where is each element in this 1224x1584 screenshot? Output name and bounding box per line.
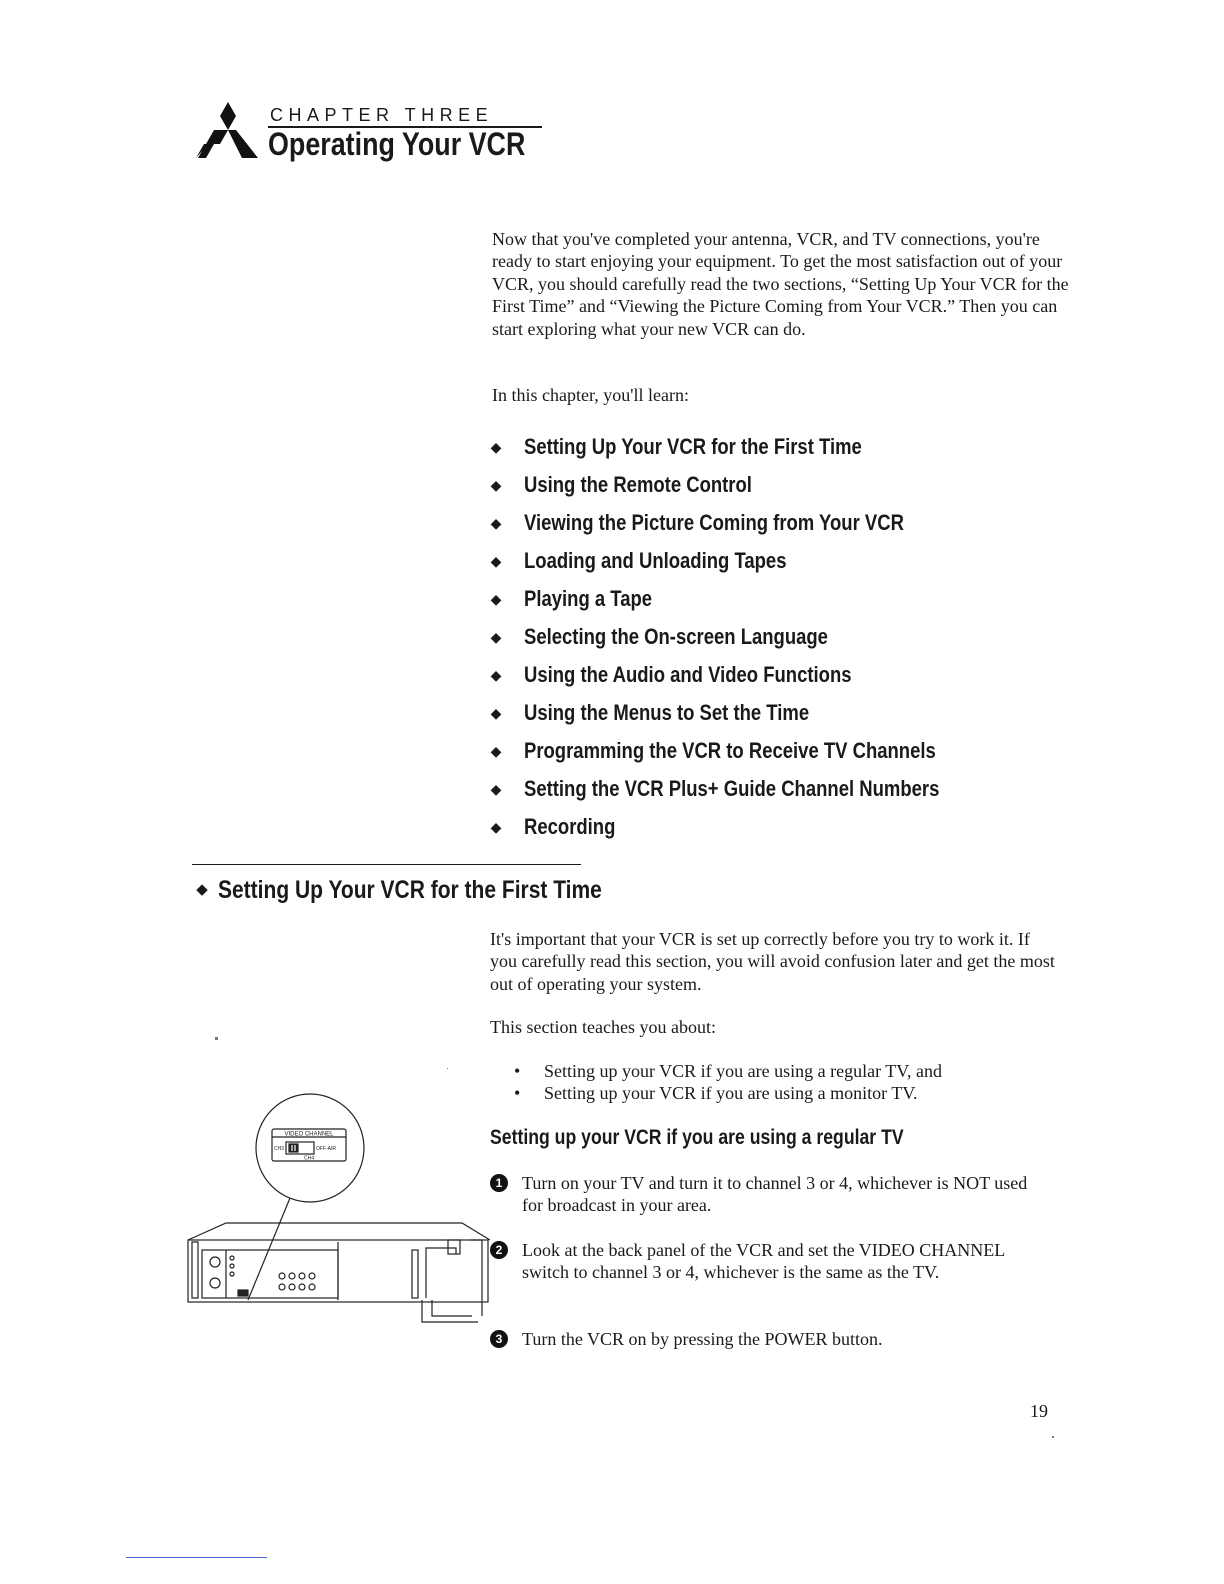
switch-title-label: VIDEO CHANNEL xyxy=(284,1131,334,1138)
diamond-bullet-icon: ◆ xyxy=(196,881,208,898)
section-lead: This section teaches you about: xyxy=(490,1017,716,1037)
bottom-rule xyxy=(126,1557,267,1558)
scan-speck xyxy=(1052,1436,1054,1438)
step-text: Look at the back panel of the VCR and set the VIDEO CHANNEL switch to channel 3 or 4, whichever is the same as the TV. xyxy=(522,1240,1005,1283)
diamond-bullet-icon: ◆ xyxy=(490,780,502,797)
scan-speck xyxy=(447,1068,448,1069)
diamond-bullet-icon: ◆ xyxy=(490,552,502,569)
diamond-bullet-icon: ◆ xyxy=(490,476,502,493)
intro-paragraph: Now that you've completed your antenna, VCR, and TV connections, you're ready to start enjoying your equipment. To get the most satisfaction out of your VCR, you should carefully read the two sections, “Setting Up Your VCR for the First Time” and “Viewing the Picture Coming from Your VCR.” Then you can start exploring what your new VCR can do. xyxy=(492,229,1069,339)
section-bullet-list xyxy=(510,1060,942,1105)
topic-item xyxy=(490,542,1018,580)
page-number: 19 xyxy=(1030,1401,1048,1421)
step-item xyxy=(490,1239,1050,1284)
chapter-title xyxy=(268,124,574,164)
topic-item xyxy=(490,580,1018,618)
list-item-text: Setting up your VCR if you are using a monitor TV. xyxy=(544,1083,918,1104)
diamond-bullet-icon: ◆ xyxy=(490,818,502,835)
step-number-badge: 3 xyxy=(490,1330,508,1348)
topic-label: Viewing the Picture Coming from Your VCR xyxy=(524,510,904,535)
topic-label: Programming the VCR to Receive TV Channels xyxy=(524,738,936,763)
topic-item xyxy=(490,504,1018,542)
topic-label: Setting Up Your VCR for the First Time xyxy=(524,434,862,459)
video-channel-switch-icon xyxy=(272,1129,346,1162)
diamond-bullet-icon: ◆ xyxy=(490,438,502,455)
diamond-bullet-icon: ◆ xyxy=(490,514,502,531)
topic-label: Using the Menus to Set the Time xyxy=(524,700,810,725)
topic-item xyxy=(490,770,1018,808)
switch-left-label: CH3 xyxy=(274,1146,285,1152)
topic-item xyxy=(490,732,1018,770)
mitsubishi-logo-icon xyxy=(196,102,260,158)
topic-item xyxy=(490,808,1018,846)
switch-right-label: OFF-AIR xyxy=(316,1146,336,1152)
topic-label: Playing a Tape xyxy=(524,586,653,611)
vcr-back-panel-illustration xyxy=(186,1090,502,1338)
section-heading-text: Setting Up Your VCR for the First Time xyxy=(218,876,602,904)
scan-speck xyxy=(215,1037,218,1040)
topic-label: Recording xyxy=(524,814,616,839)
chapter-title-text: Operating Your VCR xyxy=(268,126,526,162)
switch-below-label: CH4 xyxy=(303,1155,315,1162)
diamond-bullet-icon: ◆ xyxy=(490,704,502,721)
step-item xyxy=(490,1328,1050,1350)
topic-item xyxy=(490,618,1018,656)
intro-lead: In this chapter, you'll learn: xyxy=(492,385,689,405)
topic-label: Selecting the On-screen Language xyxy=(524,624,828,649)
subsection-heading-text: Setting up your VCR if you are using a regular TV xyxy=(490,1126,904,1149)
topic-label: Setting the VCR Plus+ Guide Channel Numbers xyxy=(524,776,940,801)
topic-item xyxy=(490,428,1018,466)
diamond-bullet-icon: ◆ xyxy=(490,590,502,607)
step-number-badge: 2 xyxy=(490,1241,508,1259)
step-item xyxy=(490,1172,1050,1217)
topic-item xyxy=(490,466,1018,504)
topic-label: Using the Remote Control xyxy=(524,472,752,497)
chapter-label: CHAPTER THREE xyxy=(270,105,494,125)
section-rule xyxy=(192,864,581,865)
topic-label: Using the Audio and Video Functions xyxy=(524,662,852,687)
subsection-heading xyxy=(490,1124,982,1152)
list-item xyxy=(510,1060,942,1082)
diamond-bullet-icon: ◆ xyxy=(490,628,502,645)
section-paragraph: It's important that your VCR is set up correctly before you try to work it. If you carefully read this section, you will avoid confusion later and get the most out of operating your system. xyxy=(490,929,1055,994)
step-text: Turn the VCR on by pressing the POWER button. xyxy=(522,1329,883,1349)
bullet-dot-icon: • xyxy=(514,1083,521,1104)
section-heading xyxy=(196,874,675,906)
list-item xyxy=(510,1082,942,1104)
diamond-bullet-icon: ◆ xyxy=(490,742,502,759)
step-text: Turn on your TV and turn it to channel 3 or 4, whichever is NOT used for broadcast in your area. xyxy=(522,1173,1028,1216)
step-number-badge: 1 xyxy=(490,1174,508,1192)
topic-item xyxy=(490,694,1018,732)
list-item-text: Setting up your VCR if you are using a regular TV, and xyxy=(544,1061,942,1081)
topic-label: Loading and Unloading Tapes xyxy=(524,548,787,573)
chapter-topics-list xyxy=(490,428,1018,846)
bullet-dot-icon: • xyxy=(514,1061,521,1081)
topic-item xyxy=(490,656,1018,694)
diamond-bullet-icon: ◆ xyxy=(490,666,502,683)
